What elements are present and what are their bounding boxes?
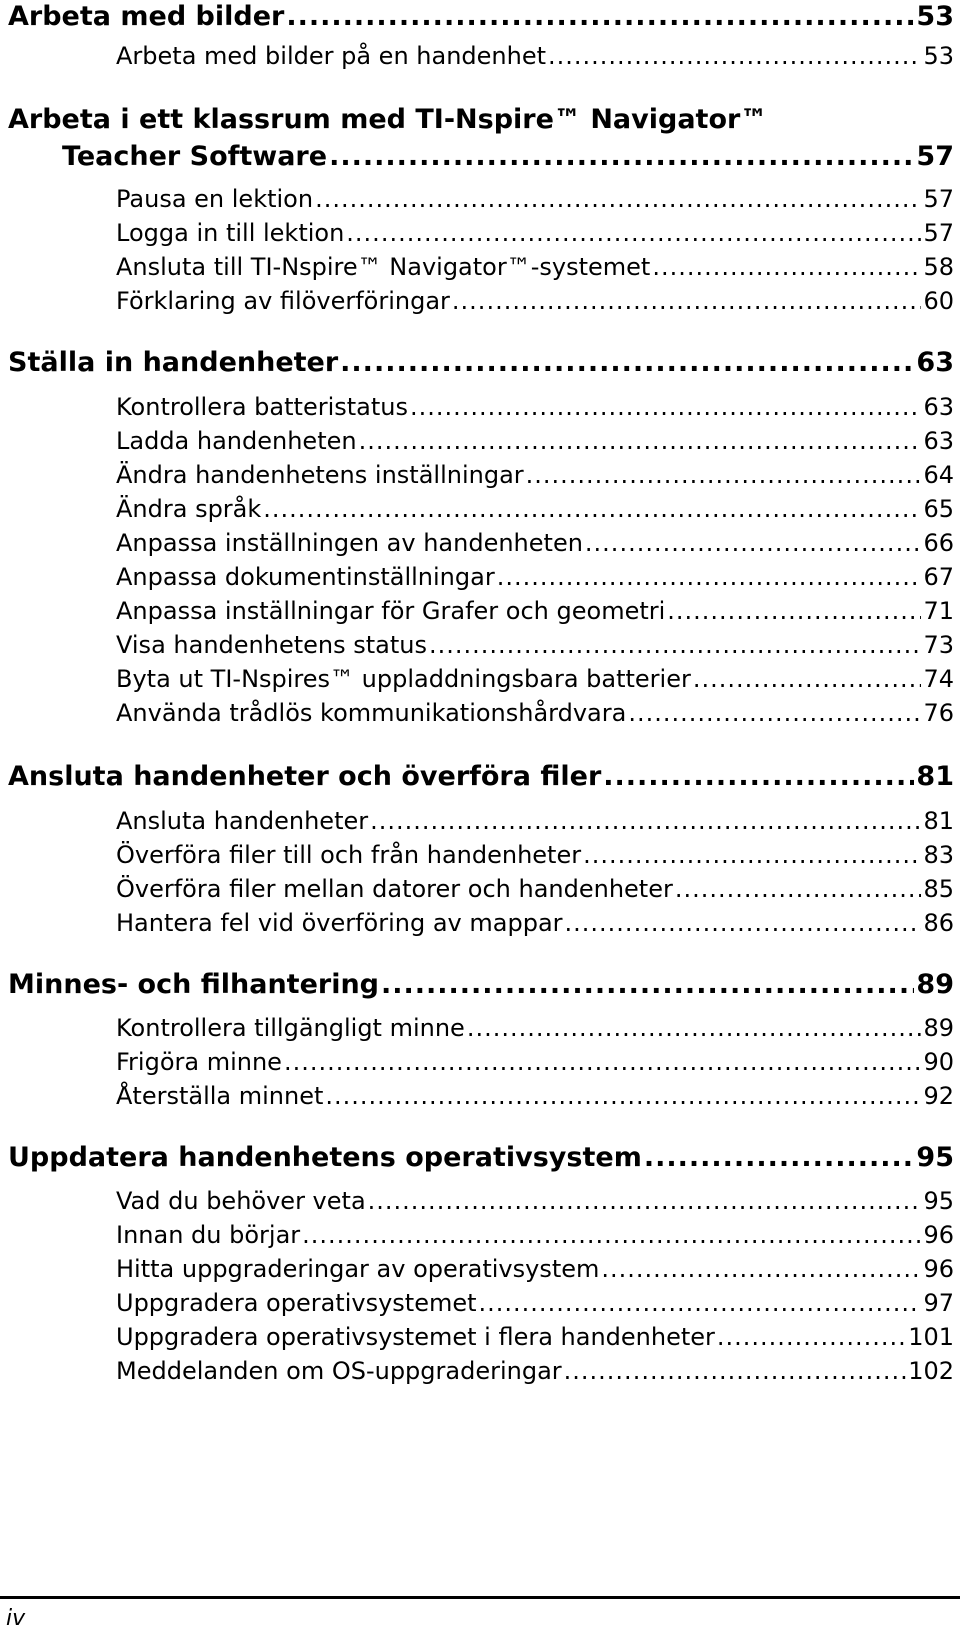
entry-page-number: 97 [923, 1289, 954, 1317]
dot-leader [603, 760, 914, 794]
entry-page-number: 76 [923, 699, 954, 727]
chapter-page-number: 53 [916, 1, 954, 32]
dot-leader [315, 184, 921, 214]
entry-page-number: 86 [923, 909, 954, 937]
toc-entry-row[interactable] [116, 460, 954, 490]
dot-leader [564, 1356, 907, 1386]
entry-title: Pausa en lektion [116, 185, 314, 213]
chapter-title: Ansluta handenheter och överföra filer [8, 761, 602, 792]
chapter-title: Arbeta med bilder [8, 1, 285, 32]
entry-title: Ansluta till TI-Nspire™ Navigator™-systemet [116, 253, 651, 281]
chapter-page-number: 57 [916, 141, 954, 172]
toc-entry-row[interactable] [116, 528, 954, 558]
entry-title: Meddelanden om OS-uppgraderingar [116, 1357, 562, 1385]
dot-leader [717, 1322, 906, 1352]
dot-leader [452, 286, 922, 316]
toc-entry-row[interactable] [116, 1356, 954, 1386]
dot-leader [497, 562, 922, 592]
toc-entry-row[interactable] [116, 218, 954, 248]
chapter-page-number: 63 [916, 347, 954, 378]
toc-entry-row[interactable] [116, 840, 954, 870]
entry-page-number: 101 [908, 1323, 954, 1351]
entry-page-number: 96 [923, 1221, 954, 1249]
toc-chapter-row[interactable] [8, 0, 954, 34]
toc-entry-row[interactable] [116, 1288, 954, 1318]
dot-leader [286, 0, 914, 34]
entry-title: Arbeta med bilder på en handenhet [116, 42, 547, 70]
entry-page-number: 81 [923, 807, 954, 835]
toc-entry-row[interactable] [116, 908, 954, 938]
dot-leader [325, 1081, 921, 1111]
dot-leader [644, 1141, 915, 1175]
toc-entry-row[interactable] [116, 1186, 954, 1216]
dot-leader [284, 1047, 922, 1077]
toc-chapter-row[interactable] [8, 346, 954, 380]
entry-title: Ändra språk [116, 495, 262, 523]
entry-title: Förklaring av filöverföringar [116, 287, 450, 315]
entry-page-number: 85 [923, 875, 954, 903]
toc-entry-row[interactable] [116, 1081, 954, 1111]
entry-title: Anpassa dokumentinställningar [116, 563, 495, 591]
entry-page-number: 89 [923, 1014, 954, 1042]
toc-entry-row[interactable] [116, 1322, 954, 1352]
entry-page-number: 102 [908, 1357, 954, 1385]
entry-title: Byta ut TI-Nspires™ uppladdningsbara batterier [116, 665, 691, 693]
dot-leader [601, 1254, 921, 1284]
entry-page-number: 95 [923, 1187, 954, 1215]
entry-title: Innan du börjar [116, 1221, 301, 1249]
entry-title: Överföra filer till och från handenheter [116, 841, 582, 869]
entry-title: Vad du behöver veta [116, 1187, 366, 1215]
chapter-title: Minnes- och filhantering [8, 969, 379, 1000]
dot-leader [628, 698, 921, 728]
entry-page-number: 92 [923, 1082, 954, 1110]
toc-chapter-row[interactable] [8, 1141, 954, 1175]
entry-title: Ansluta handenheter [116, 807, 369, 835]
entry-title: Frigöra minne [116, 1048, 282, 1076]
entry-page-number: 63 [923, 393, 954, 421]
toc-entry-row[interactable] [116, 426, 954, 456]
dot-leader [368, 1186, 922, 1216]
entry-page-number: 57 [923, 185, 954, 213]
entry-title: Återställa minnet [116, 1082, 324, 1110]
entry-title: Ändra handenhetens inställningar [116, 461, 524, 489]
dot-leader [381, 968, 914, 1002]
dot-leader [693, 664, 922, 694]
entry-page-number: 53 [923, 42, 954, 70]
entry-page-number: 66 [923, 529, 954, 557]
entry-title: Anpassa inställningar för Grafer och geometri [116, 597, 666, 625]
toc-entry-row[interactable] [116, 252, 954, 282]
chapter-title-line2: Teacher Software [62, 141, 328, 172]
toc-entry-row[interactable] [116, 806, 954, 836]
toc-entry-row[interactable] [116, 1254, 954, 1284]
entry-title: Använda trådlös kommunikationshårdvara [116, 699, 627, 727]
entry-page-number: 63 [923, 427, 954, 455]
entry-page-number: 96 [923, 1255, 954, 1283]
entry-page-number: 73 [923, 631, 954, 659]
toc-entry-row[interactable] [116, 494, 954, 524]
chapter-title: Ställa in handenheter [8, 347, 339, 378]
toc-chapter-row[interactable] [8, 760, 954, 794]
toc-chapter-row[interactable] [8, 968, 954, 1002]
entry-title: Uppgradera operativsystemet i flera handenheter [116, 1323, 715, 1351]
chapter-page-number: 81 [916, 761, 954, 792]
dot-leader [467, 1013, 922, 1043]
dot-leader [585, 528, 922, 558]
entry-page-number: 83 [923, 841, 954, 869]
entry-page-number: 71 [923, 597, 954, 625]
dot-leader [340, 346, 914, 380]
entry-page-number: 60 [923, 287, 954, 315]
chapter-page-number: 89 [916, 969, 954, 1000]
toc-entry-row[interactable] [116, 1047, 954, 1077]
entry-title: Hantera fel vid överföring av mappar [116, 909, 563, 937]
chapter-title: Uppdatera handenhetens operativsystem [8, 1142, 642, 1173]
dot-leader [583, 840, 921, 870]
dot-leader [675, 874, 922, 904]
entry-title: Kontrollera tillgängligt minne [116, 1014, 465, 1042]
dot-leader [526, 460, 922, 490]
chapter-page-number: 95 [916, 1142, 954, 1173]
toc-entry-row[interactable] [116, 392, 954, 422]
dot-leader [346, 218, 921, 248]
toc-entry-row[interactable] [116, 562, 954, 592]
entry-page-number: 67 [923, 563, 954, 591]
entry-title: Hitta uppgraderingar av operativsystem [116, 1255, 600, 1283]
entry-title: Visa handenhetens status [116, 631, 427, 659]
dot-leader [667, 596, 921, 626]
toc-entry-row[interactable] [116, 596, 954, 626]
page-folio: iv [6, 1606, 26, 1631]
entry-page-number: 90 [923, 1048, 954, 1076]
entry-page-number: 58 [923, 253, 954, 281]
dot-leader [359, 426, 922, 456]
toc-entry-row[interactable] [116, 630, 954, 660]
footer-rule [0, 1596, 960, 1599]
toc-chapter-row-line2[interactable] [62, 140, 954, 174]
toc-entry-row[interactable] [116, 664, 954, 694]
entry-page-number: 57 [923, 219, 954, 247]
dot-leader [548, 41, 921, 71]
toc-chapter-row-line1[interactable] [8, 103, 954, 137]
toc-entry-row[interactable] [116, 1220, 954, 1250]
dot-leader [652, 252, 921, 282]
toc-entry-row[interactable] [116, 1013, 954, 1043]
entry-page-number: 64 [923, 461, 954, 489]
entry-title: Ladda handenheten [116, 427, 357, 455]
entry-page-number: 65 [923, 495, 954, 523]
dot-leader [302, 1220, 921, 1250]
entry-title: Kontrollera batteristatus [116, 393, 408, 421]
dot-leader [370, 806, 921, 836]
entry-page-number: 74 [923, 665, 954, 693]
toc-entry-row[interactable] [116, 184, 954, 214]
toc-entry-row[interactable] [116, 286, 954, 316]
entry-title: Överföra filer mellan datorer och handenheter [116, 875, 673, 903]
entry-title: Uppgradera operativsystemet [116, 1289, 477, 1317]
toc-entry-row[interactable] [116, 698, 954, 728]
entry-title: Logga in till lektion [116, 219, 345, 247]
chapter-title-line1: Arbeta i ett klassrum med TI-Nspire™ Navigator™ [8, 104, 768, 135]
dot-leader [329, 140, 914, 174]
toc-entry-row[interactable] [116, 41, 954, 71]
dot-leader [479, 1288, 922, 1318]
entry-title: Anpassa inställningen av handenheten [116, 529, 583, 557]
dot-leader [565, 908, 922, 938]
dot-leader [410, 392, 921, 422]
toc-entry-row[interactable] [116, 874, 954, 904]
dot-leader [429, 630, 921, 660]
dot-leader [263, 494, 921, 524]
